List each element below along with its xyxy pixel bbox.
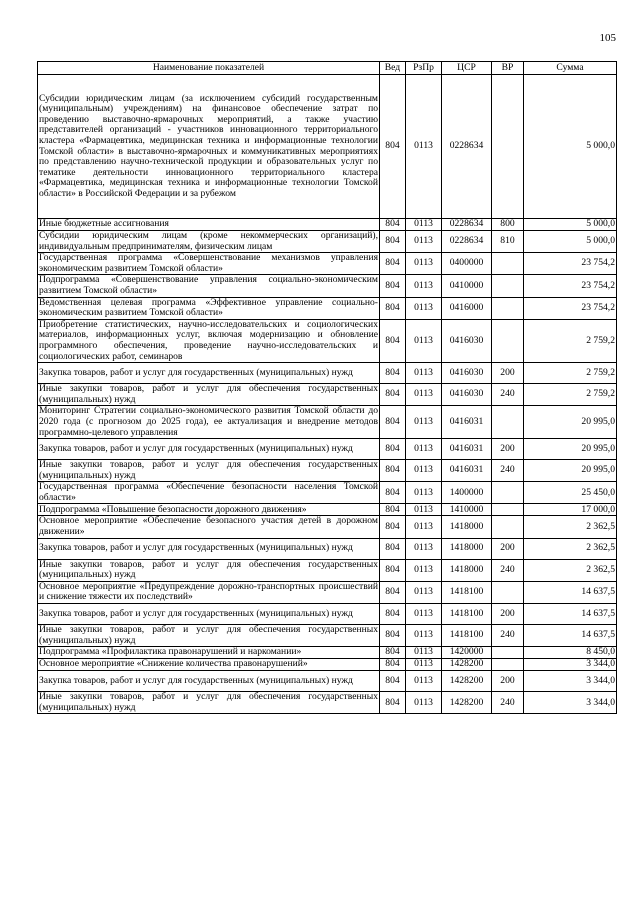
row-rzpr: 0113 — [406, 75, 442, 219]
row-csr: 1418000 — [442, 516, 492, 538]
row-csr: 0416031 — [442, 406, 492, 439]
row-rzpr: 0113 — [406, 297, 442, 319]
row-vr: 200 — [492, 439, 524, 460]
table-row — [38, 275, 617, 297]
table-row — [38, 75, 617, 219]
row-rzpr: 0113 — [406, 659, 442, 671]
row-rzpr: 0113 — [406, 439, 442, 460]
row-name: Приобретение статистических, научно-исследовательских и социологических материалов, информационных услуг, включая модернизацию и обновление программного обеспечения, проведение научно-исследовательских и социологических работ, семинаров — [39, 318, 378, 362]
row-rzpr: 0113 — [406, 406, 442, 439]
row-name: Иные закупки товаров, работ и услуг для обеспечения государственных (муниципальных) нужд — [39, 624, 378, 646]
row-ved: 804 — [380, 559, 406, 581]
row-rzpr: 0113 — [406, 538, 442, 559]
row-sum: 14 637,5 — [524, 604, 617, 625]
row-ved: 804 — [380, 538, 406, 559]
header-rzpr: РзПр — [406, 62, 442, 75]
table-row — [38, 231, 617, 253]
row-sum: 14 637,5 — [524, 581, 617, 603]
row-vr: 240 — [492, 559, 524, 581]
table-row — [38, 516, 617, 538]
row-sum: 17 000,0 — [524, 504, 617, 516]
row-rzpr: 0113 — [406, 275, 442, 297]
table-header-row — [38, 62, 617, 75]
table-row — [38, 253, 617, 275]
row-csr: 1418000 — [442, 538, 492, 559]
table-row — [38, 460, 617, 482]
row-sum: 20 995,0 — [524, 460, 617, 482]
row-sum: 20 995,0 — [524, 406, 617, 439]
row-vr: 240 — [492, 460, 524, 482]
row-vr — [492, 581, 524, 603]
row-vr — [492, 75, 524, 219]
row-vr: 200 — [492, 604, 524, 625]
row-sum: 2 362,5 — [524, 538, 617, 559]
row-vr: 240 — [492, 384, 524, 406]
row-sum: 2 759,2 — [524, 363, 617, 384]
row-sum: 14 637,5 — [524, 625, 617, 647]
row-name: Основное мероприятие «Обеспечение безопасного участия детей в дорожном движении» — [39, 515, 378, 538]
table-row — [38, 581, 617, 603]
header-sum: Сумма — [524, 62, 617, 75]
row-rzpr: 0113 — [406, 231, 442, 253]
row-name: Субсидии юридическим лицам (кроме некоммерческих организаций), индивидуальным предпринимателям, физическим лицам — [39, 230, 378, 252]
row-ved: 804 — [380, 671, 406, 692]
row-name: Закупка товаров, работ и услуг для государственных (муниципальных) нужд — [38, 671, 380, 692]
row-sum: 2 362,5 — [524, 516, 617, 538]
row-vr — [492, 297, 524, 319]
row-ved: 804 — [380, 253, 406, 275]
row-name: Подпрограмма «Повышение безопасности дорожного движения» — [38, 504, 380, 516]
row-vr: 200 — [492, 363, 524, 384]
row-ved: 804 — [380, 384, 406, 406]
row-vr — [492, 275, 524, 297]
row-sum: 2 759,2 — [524, 384, 617, 406]
row-csr: 0416030 — [442, 319, 492, 362]
row-sum: 23 754,2 — [524, 253, 617, 275]
header-vr: ВР — [492, 62, 524, 75]
row-name: Иные закупки товаров, работ и услуг для обеспечения государственных (муниципальных) нужд — [39, 459, 378, 481]
row-rzpr: 0113 — [406, 604, 442, 625]
row-name: Государственная программа «Совершенствование механизмов управления экономическим развитием Томской области» — [39, 252, 378, 274]
row-csr: 0416031 — [442, 460, 492, 482]
row-name: Ведомственная целевая программа «Эффективное управление социально-экономическим развитием Томской области» — [39, 296, 378, 319]
row-csr: 0416000 — [442, 297, 492, 319]
row-csr: 0416031 — [442, 439, 492, 460]
row-csr: 0416030 — [442, 363, 492, 384]
header-csr: ЦСР — [442, 62, 492, 75]
row-name: Иные закупки товаров, работ и услуг для обеспечения государственных (муниципальных) нужд — [39, 383, 378, 405]
row-name: Подпрограмма «Профилактика правонарушений и наркомании» — [38, 647, 380, 659]
row-rzpr: 0113 — [406, 671, 442, 692]
row-vr — [492, 659, 524, 671]
row-ved: 804 — [380, 319, 406, 362]
row-csr: 1418100 — [442, 581, 492, 603]
row-vr: 810 — [492, 231, 524, 253]
row-rzpr: 0113 — [406, 319, 442, 362]
row-csr: 1420000 — [442, 647, 492, 659]
table-body — [38, 75, 617, 714]
row-csr: 0228634 — [442, 219, 492, 231]
row-csr: 1410000 — [442, 504, 492, 516]
row-sum: 3 344,0 — [524, 659, 617, 671]
row-vr: 240 — [492, 625, 524, 647]
row-ved: 804 — [380, 581, 406, 603]
table-row — [38, 604, 617, 625]
row-ved: 804 — [380, 219, 406, 231]
row-rzpr: 0113 — [406, 219, 442, 231]
row-csr: 1418000 — [442, 559, 492, 581]
row-sum: 5 000,0 — [524, 231, 617, 253]
row-sum: 3 344,0 — [524, 671, 617, 692]
row-sum: 23 754,2 — [524, 297, 617, 319]
row-vr — [492, 516, 524, 538]
row-rzpr: 0113 — [406, 460, 442, 482]
row-sum: 8 450,0 — [524, 647, 617, 659]
row-sum: 2 759,2 — [524, 319, 617, 362]
row-ved: 804 — [380, 406, 406, 439]
row-ved: 804 — [380, 482, 406, 504]
header-ved: Вед — [380, 62, 406, 75]
row-rzpr: 0113 — [406, 504, 442, 516]
table-row — [38, 671, 617, 692]
row-name: Закупка товаров, работ и услуг для государственных (муниципальных) нужд — [38, 604, 380, 625]
table-row — [38, 297, 617, 319]
row-rzpr: 0113 — [406, 384, 442, 406]
row-sum: 5 000,0 — [524, 75, 617, 219]
row-ved: 804 — [380, 604, 406, 625]
table-row — [38, 406, 617, 439]
row-csr: 1418100 — [442, 625, 492, 647]
table-row — [38, 384, 617, 406]
row-vr — [492, 504, 524, 516]
row-rzpr: 0113 — [406, 647, 442, 659]
row-name: Закупка товаров, работ и услуг для государственных (муниципальных) нужд — [38, 439, 380, 460]
row-ved: 804 — [380, 659, 406, 671]
row-name: Основное мероприятие «Предупреждение дорожно-транспортных происшествий и снижение тяжести их последствий» — [39, 580, 378, 603]
row-ved: 804 — [380, 516, 406, 538]
table-row — [38, 625, 617, 647]
row-ved: 804 — [380, 439, 406, 460]
row-rzpr: 0113 — [406, 363, 442, 384]
row-name: Государственная программа «Обеспечение безопасности населения Томской области» — [39, 481, 378, 503]
row-vr: 200 — [492, 671, 524, 692]
budget-table — [37, 61, 617, 714]
row-rzpr: 0113 — [406, 516, 442, 538]
table-row — [38, 559, 617, 581]
row-sum: 5 000,0 — [524, 219, 617, 231]
table-row — [38, 659, 617, 671]
row-name: Подпрограмма «Совершенствование управления социально-экономическим развитием Томской области» — [39, 274, 378, 296]
row-rzpr: 0113 — [406, 482, 442, 504]
row-ved: 804 — [380, 647, 406, 659]
row-ved: 804 — [380, 363, 406, 384]
row-name: Мониторинг Стратегии социально-экономического развития Томской области до 2020 года (с прогнозом до 2025 года), ее актуализация и внедрение методов программно-целевого управления — [39, 405, 378, 438]
row-rzpr: 0113 — [406, 253, 442, 275]
row-rzpr: 0113 — [406, 692, 442, 714]
table-row — [38, 538, 617, 559]
row-csr: 0228634 — [442, 231, 492, 253]
row-name: Закупка товаров, работ и услуг для государственных (муниципальных) нужд — [38, 538, 380, 559]
row-csr: 1418100 — [442, 604, 492, 625]
table-row — [38, 504, 617, 516]
table-row — [38, 219, 617, 231]
row-csr: 0400000 — [442, 253, 492, 275]
page-number: 105 — [599, 32, 616, 44]
table-row — [38, 439, 617, 460]
row-sum: 20 995,0 — [524, 439, 617, 460]
row-csr: 0228634 — [442, 75, 492, 219]
row-vr — [492, 406, 524, 439]
table-row — [38, 319, 617, 362]
row-vr — [492, 319, 524, 362]
row-csr: 0410000 — [442, 275, 492, 297]
row-ved: 804 — [380, 625, 406, 647]
row-rzpr: 0113 — [406, 581, 442, 603]
row-ved: 804 — [380, 297, 406, 319]
table-row — [38, 363, 617, 384]
row-name: Закупка товаров, работ и услуг для государственных (муниципальных) нужд — [38, 363, 380, 384]
row-vr: 200 — [492, 538, 524, 559]
row-vr — [492, 647, 524, 659]
row-csr: 0416030 — [442, 384, 492, 406]
row-sum: 2 362,5 — [524, 559, 617, 581]
row-sum: 25 450,0 — [524, 482, 617, 504]
row-name: Иные закупки товаров, работ и услуг для обеспечения государственных (муниципальных) нужд — [39, 691, 378, 713]
row-vr — [492, 253, 524, 275]
table-row — [38, 647, 617, 659]
row-csr: 1428200 — [442, 692, 492, 714]
row-rzpr: 0113 — [406, 559, 442, 581]
row-vr: 240 — [492, 692, 524, 714]
row-ved: 804 — [380, 275, 406, 297]
row-ved: 804 — [380, 75, 406, 219]
row-vr — [492, 482, 524, 504]
row-ved: 804 — [380, 231, 406, 253]
row-name: Иные закупки товаров, работ и услуг для обеспечения государственных (муниципальных) нужд — [39, 558, 378, 581]
header-name: Наименование показателей — [38, 62, 380, 75]
row-sum: 23 754,2 — [524, 275, 617, 297]
row-ved: 804 — [380, 460, 406, 482]
row-name: Иные бюджетные ассигнования — [38, 219, 380, 231]
row-csr: 1428200 — [442, 659, 492, 671]
row-csr: 1400000 — [442, 482, 492, 504]
row-name: Основное мероприятие «Снижение количества правонарушений» — [38, 659, 380, 671]
row-csr: 1428200 — [442, 671, 492, 692]
row-vr: 800 — [492, 219, 524, 231]
row-rzpr: 0113 — [406, 625, 442, 647]
row-ved: 804 — [380, 504, 406, 516]
row-sum: 3 344,0 — [524, 692, 617, 714]
row-ved: 804 — [380, 692, 406, 714]
row-name: Субсидии юридическим лицам (за исключением субсидий государственным (муниципальным) учреждениям) на финансовое обеспечение затрат по проведению выставочно-ярмарочных мероприятий, а также участию представителей организаций - участников инновационного территориального кластера «Фармацевтика, медицинская техника и информационные технологии Томской области» в выставочно-ярмарочных и коммуникативных мероприятиях по представлению научно-технической продукции и образовательных услуг по тематике деятельности инновационного территориального кластера «Фармацевтика, медицинская техника и информационные технологии Томской области» в Российской Федерации и за рубежом — [38, 75, 380, 219]
table-row — [38, 692, 617, 714]
table-row — [38, 482, 617, 504]
